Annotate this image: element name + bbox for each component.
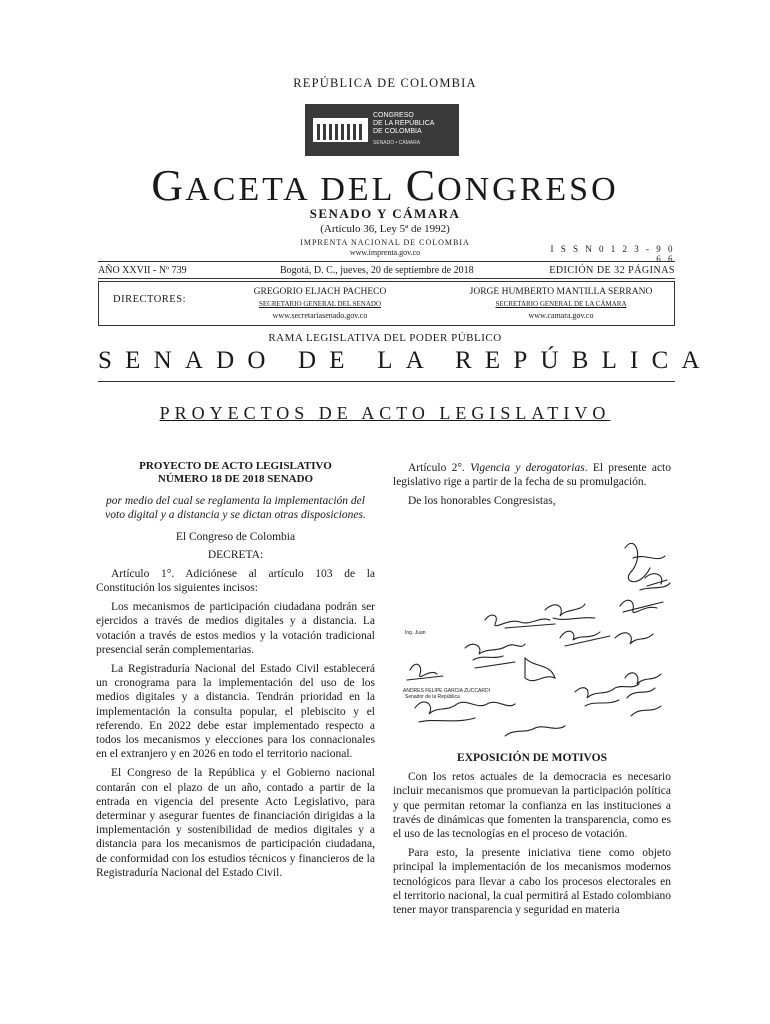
divider [98, 261, 675, 262]
right-column-top [393, 461, 671, 514]
imprenta-label: IMPRENTA NACIONAL DE COLOMBIA [300, 238, 470, 247]
logo-line: DE COLOMBIA [373, 128, 422, 135]
edicion: EDICIÓN DE 32 PÁGINAS [549, 265, 675, 276]
signatures-image [395, 528, 675, 750]
left-column [96, 460, 375, 885]
paragraph: Con los retos actuales de la democracia es necesario incluir mecanismos que promuevan la participación política y que permitan retomar la confianza en las instituciones a través de dinámicas que fomenten la transparencia, como es el uso de las tecnologías en el proceso de votación. [393, 771, 671, 841]
congreso-label: El Congreso de Colombia [175, 531, 296, 544]
director-senado [215, 287, 425, 320]
paragraph: La Registraduría Nacional del Estado Civil establecerá un cronograma para la implementación del uso de los medios digitales y a distancia. Tendrán prioridad en la implementación la consulta popular, el plebiscito y el referendo. En 2022 debe estar implementado respecto a todos los mecanismos y elecciones para los connacionales en el extranjero y en 2026 en todo el territorio nacional. [96, 663, 375, 761]
director-senado-title: SECRETARIO GENERAL DEL SENADO [259, 300, 381, 308]
director-senado-name: GREGORIO ELJACH PACHECO [253, 287, 387, 297]
ano-numero: AÑO XXVII - Nº 739 [98, 265, 187, 276]
logo-line: CONGRESO [373, 112, 414, 119]
paragraph: Los mecanismos de participación ciudadana podrán ser ejercidos a través de medios digitales y a distancia. La votación a través de estos medios y la votación tradicional presencial serán complementarias. [96, 601, 375, 656]
decreta-label: DECRETA: [207, 548, 264, 561]
republica-heading: REPÚBLICA DE COLOMBIA [293, 76, 477, 90]
divider [98, 278, 675, 279]
director-senado-web: www.secretariasenado.gov.co [272, 311, 368, 320]
svg-text:Ing. Juan: Ing. Juan [405, 630, 426, 636]
imprenta-web: www.imprenta.gov.co [349, 248, 421, 257]
paragraph: Artículo 1°. Adiciónese al artículo 103 de la Constitución los siguientes incisos: [96, 567, 375, 595]
paragraph: Para esto, la presente iniciativa tiene como objeto principal la implementación de los mecanismos modernos tecnológicos para llevar a cabo los procesos electorales en el territorio nacional, la cual permitirá al Estado colombiano tener mayor transparencia y seguridad en materia [393, 847, 671, 917]
senado-camara-subtitle: SENADO Y CÁMARA [309, 206, 461, 221]
proyecto-title-1: PROYECTO DE ACTO LEGISLATIVO [139, 460, 332, 472]
proyecto-subtitle: por medio del cual se reglamenta la implementación del voto digital y a distancia y se dictan otras disposiciones. [105, 495, 366, 522]
rama-legislativa: RAMA LEGISLATIVA DEL PODER PÚBLICO [268, 332, 502, 344]
fecha: Bogotá, D. C., jueves, 20 de septiembre de 2018 [280, 265, 474, 276]
senado-heading: SENADO DE LA REPÚBLICA [98, 347, 713, 374]
divider [98, 381, 675, 382]
right-column-bottom [393, 751, 671, 922]
articulo-ref: (Artículo 36, Ley 5ª de 1992) [320, 223, 450, 235]
proyectos-heading: PROYECTOS DE ACTO LEGISLATIVO [159, 403, 611, 423]
svg-text:Senador de la República: Senador de la República [405, 694, 460, 700]
director-camara-web: www.camara.gov.co [528, 311, 594, 320]
svg-text:ANDRES FELIPE GARCIA ZUCCARDI: ANDRES FELIPE GARCIA ZUCCARDI [403, 688, 490, 694]
gaceta-title: GACETA DEL CONGRESO [151, 161, 619, 210]
articulo-2: Artículo 2°. Vigencia y derogatorias. El presente acto legislativo rige a partir de la fecha de su promulgación. [393, 462, 671, 489]
director-camara-name: JORGE HUMBERTO MANTILLA SERRANO [469, 287, 653, 297]
director-camara [448, 287, 674, 320]
issn: I S S N 0 1 2 3 - 9 0 6 6 [550, 244, 675, 264]
capitol-building-icon [313, 114, 368, 144]
director-camara-title: SECRETARIO GENERAL DE LA CÁMARA [495, 300, 627, 308]
congreso-logo [305, 104, 459, 156]
proyecto-title-2: NÚMERO 18 DE 2018 SENADO [157, 473, 314, 485]
paragraph: El Congreso de la República y el Gobierno nacional contarán con el plazo de un año, contado a partir de la entrada en vigencia del presente Acto Legislativo, para determinar y asegurar fuentes de financiación dirigidas a la implementación y sostenibilidad de medios digitales y a distancia para los mecanismos de participación ciudadana, de conformidad con los estudios técnicos y financieros de la Registraduría Nacional del Estado Civil. [96, 767, 375, 879]
logo-line: DE LA REPÚBLICA [373, 120, 435, 127]
logo-sub: SENADO • CÁMARA [373, 140, 421, 146]
exposicion-title: EXPOSICIÓN DE MOTIVOS [457, 752, 607, 764]
directores-label: DIRECTORES: [113, 294, 186, 305]
honorables-congresistas: De los honorables Congresistas, [408, 495, 556, 508]
